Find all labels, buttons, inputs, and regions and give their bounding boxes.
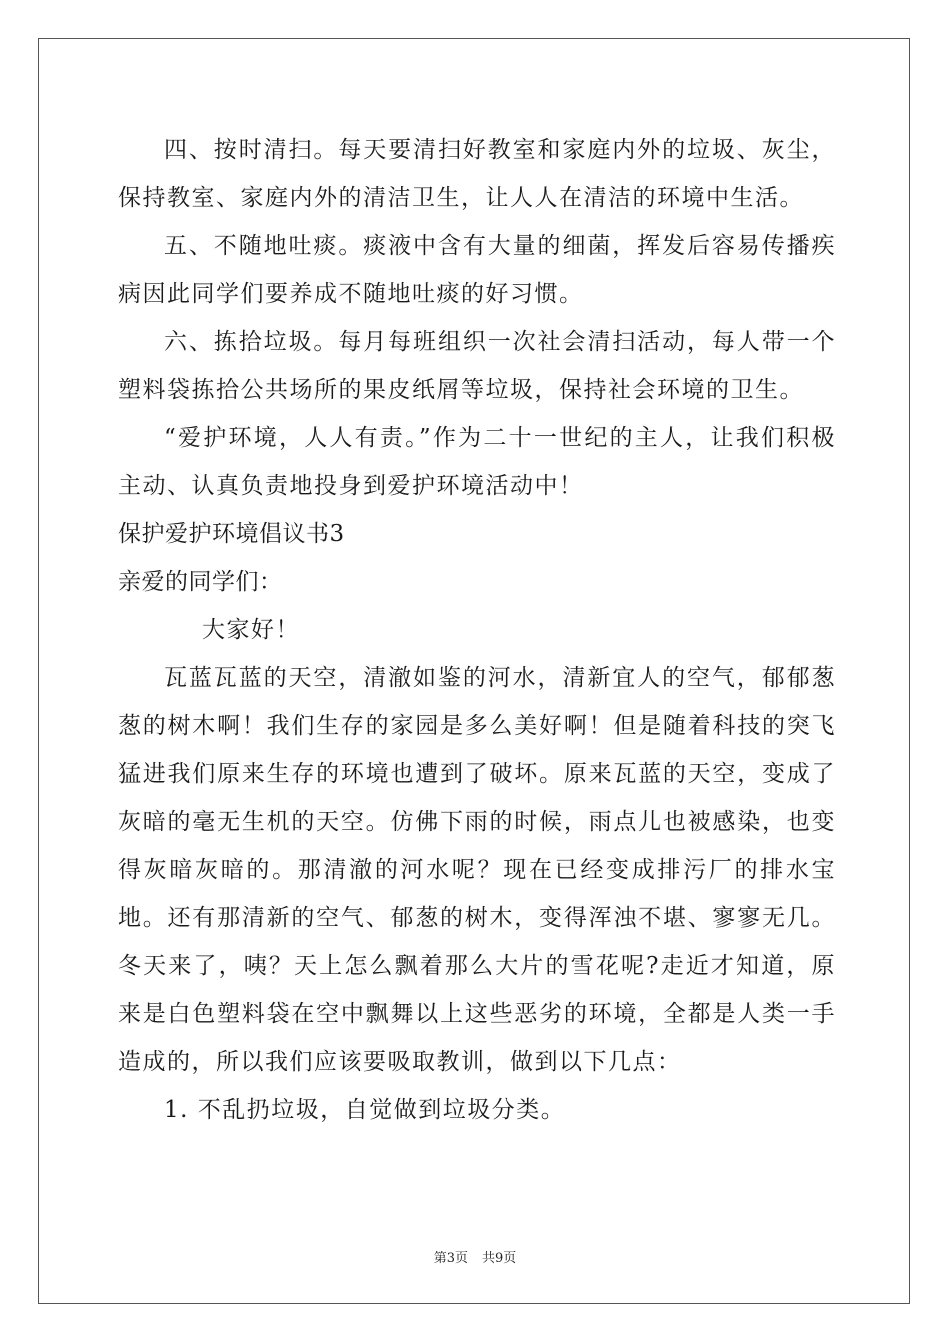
paragraph-rule-5: 五、不随地吐痰。痰液中含有大量的细菌，挥发后容易传播疾病因此同学们要养成不随地吐痰的好习惯。 (118, 233, 836, 307)
page-footer (0, 1247, 950, 1266)
list-item: 1. 不乱扔垃圾，自觉做到垃圾分类。 (164, 1097, 566, 1123)
section-title: 保护爱护环境倡议书3 (118, 521, 345, 547)
paragraph-rule-4: 四、按时清扫。每天要清扫好教室和家庭内外的垃圾、灰尘，保持教室、家庭内外的清洁卫生，让人人在清洁的环境中生活。 (118, 137, 836, 211)
page-number-total: 共9页 (482, 1251, 517, 1266)
page-number-current: 第3页 (433, 1251, 468, 1266)
body-paragraph: 瓦蓝瓦蓝的天空，清澈如鉴的河水，清新宜人的空气，郁郁葱葱的树木啊！我们生存的家园是多么美好啊！但是随着科技的突飞猛进我们原来生存的环境也遭到了破坏。原来瓦蓝的天空，变成了灰暗的毫无生机的天空。仿佛下雨的时候，雨点儿也被感染，也变得灰暗灰暗的。那清澈的河水呢？现在已经变成排污厂的排水宝地。还有那清新的空气、郁葱的树木，变得浑浊不堪、寥寥无几。冬天来了，咦？天上怎么飘着那么大片的雪花呢?走近才知道，原来是白色塑料袋在空中飘舞以上这些恶劣的环境，全都是人类一手造成的，所以我们应该要吸取教训，做到以下几点： (118, 665, 836, 1075)
paragraph-rule-6: 六、拣拾垃圾。每月每班组织一次社会清扫活动，每人带一个塑料袋拣拾公共场所的果皮纸屑等垃圾，保持社会环境的卫生。 (118, 329, 836, 403)
greeting: 大家好！ (202, 617, 300, 643)
salutation: 亲爱的同学们： (118, 569, 283, 595)
paragraph-slogan: “爱护环境，人人有责。”作为二十一世纪的主人，让我们积极主动、认真负责地投身到爱护环境活动中！ (118, 425, 836, 499)
document-body (118, 126, 836, 1134)
